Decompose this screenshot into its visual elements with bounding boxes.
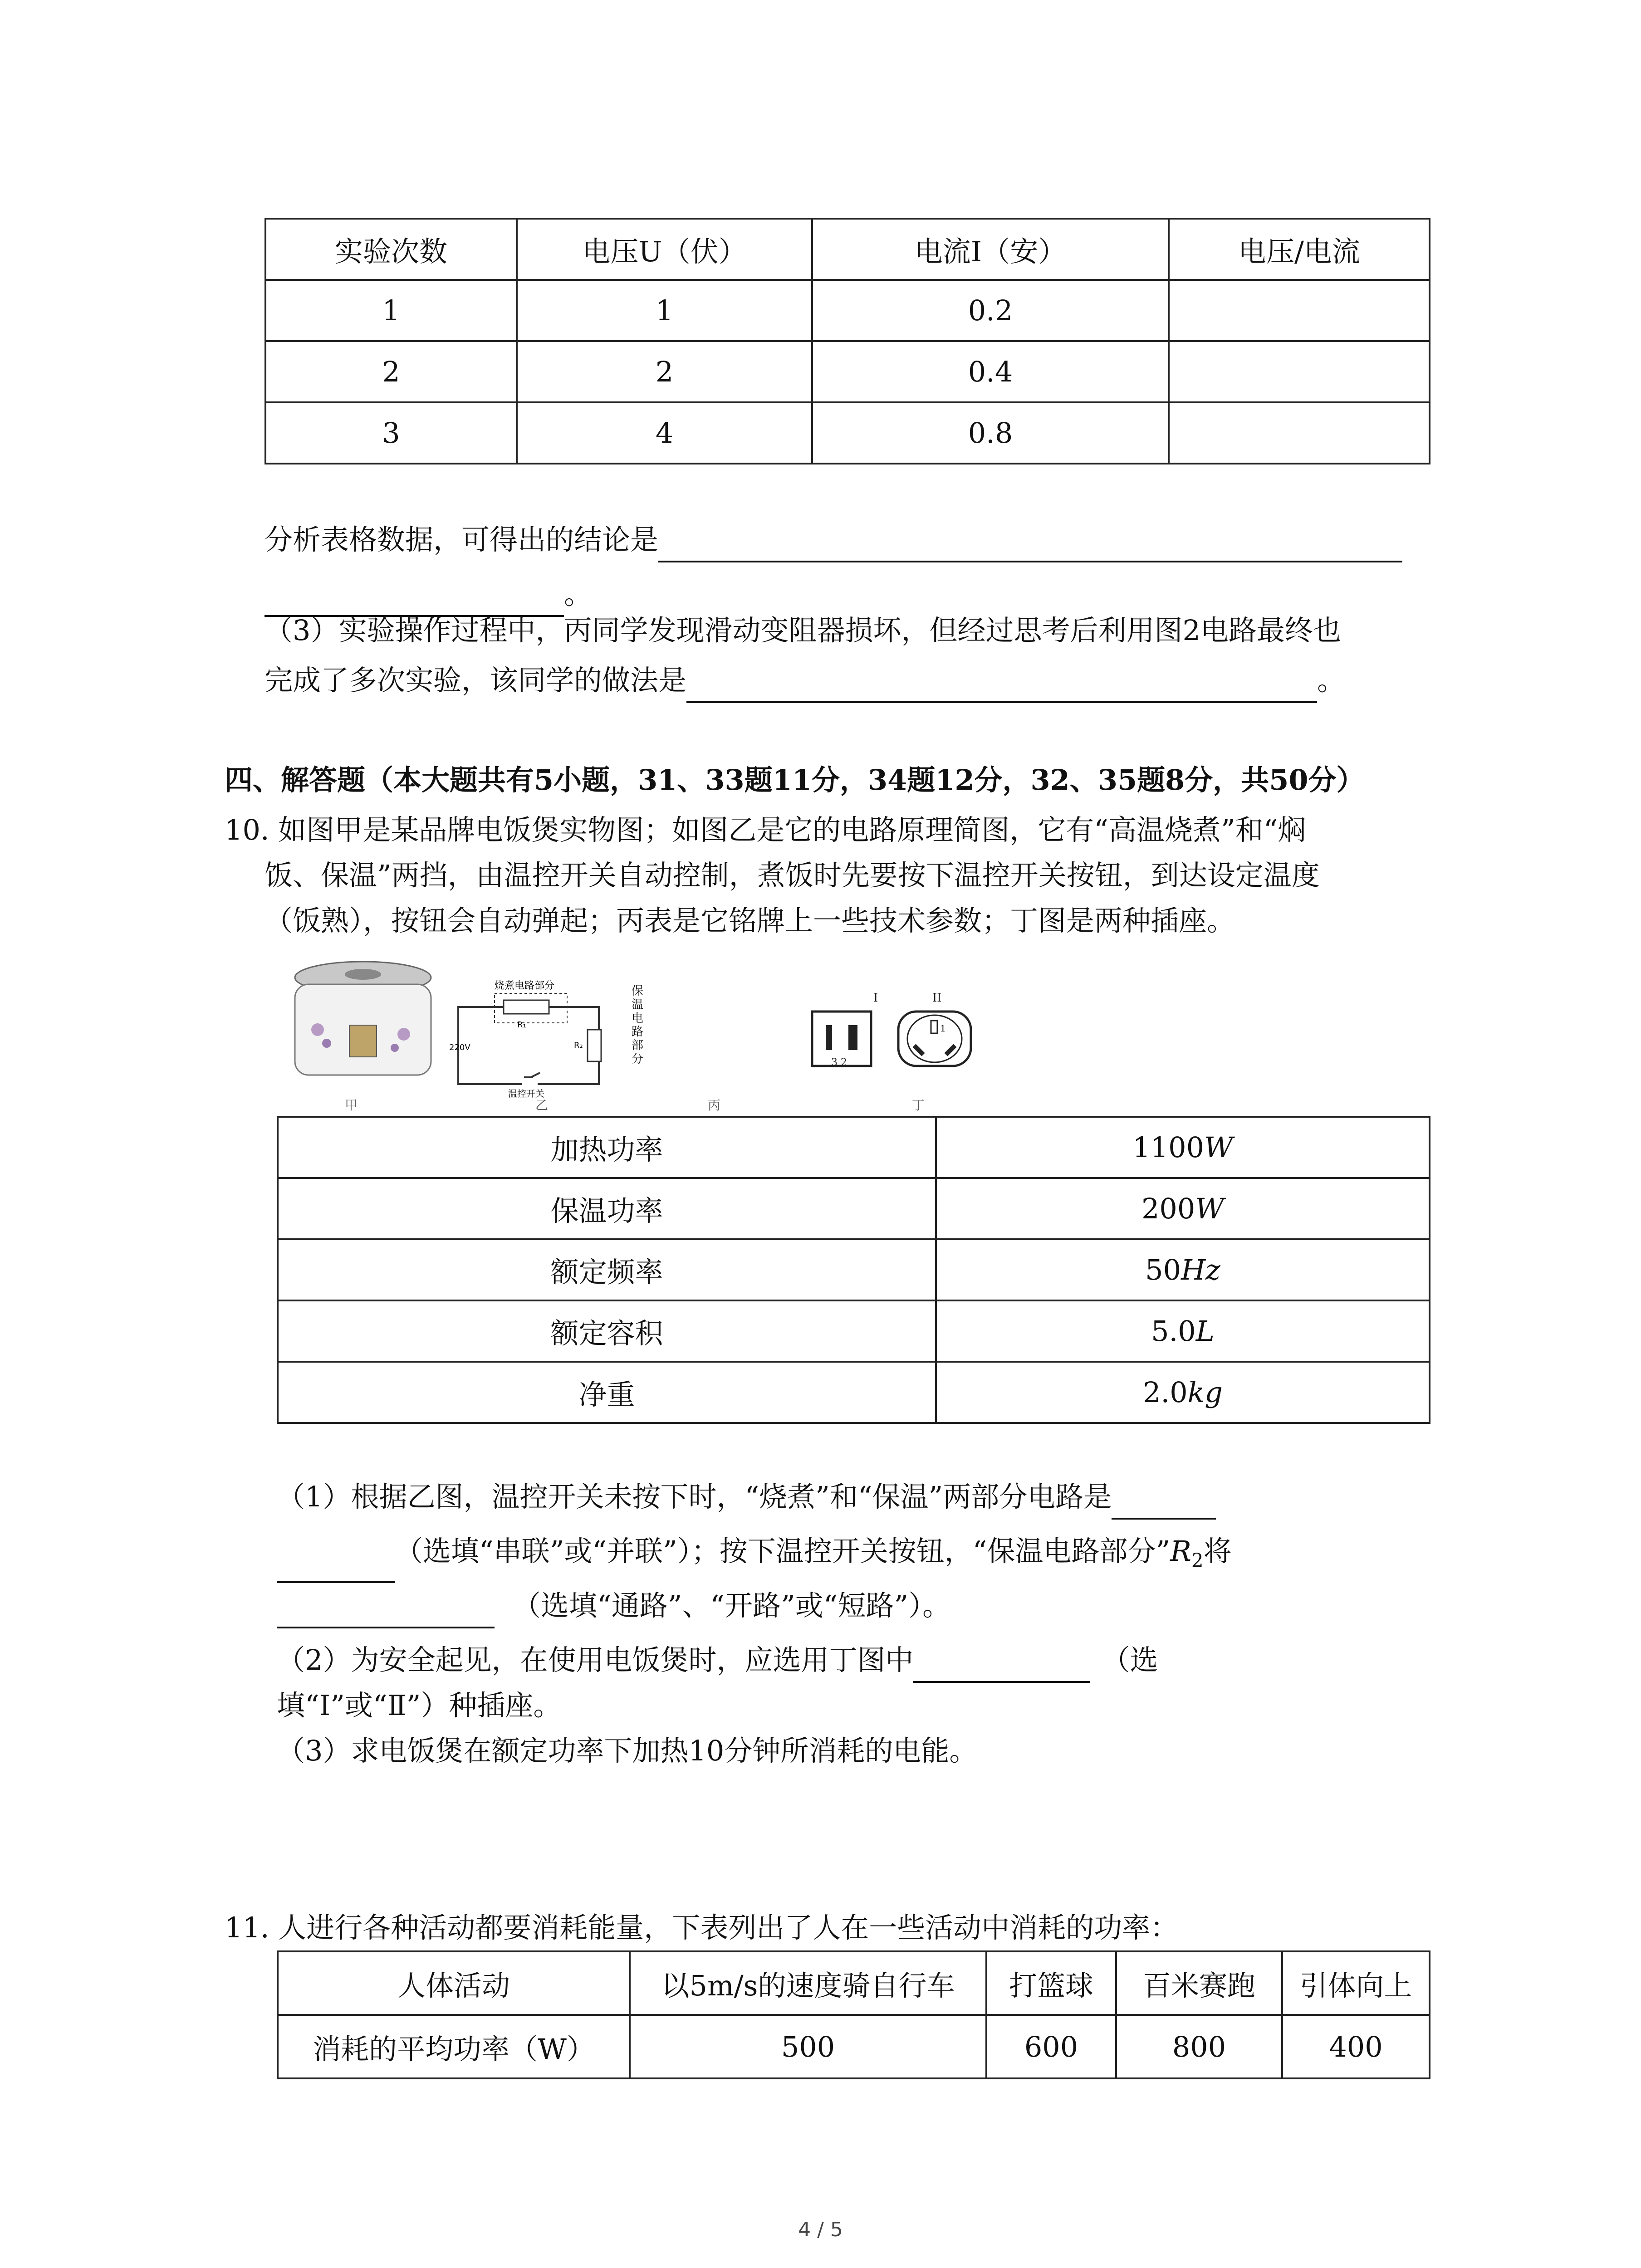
table-cell: 4 bbox=[517, 402, 812, 464]
table-header: 实验次数 bbox=[265, 219, 517, 280]
q9-part3-line2 bbox=[265, 658, 1345, 703]
switch-label: 温控开关 bbox=[508, 1088, 544, 1098]
activity-header-row bbox=[278, 1951, 1430, 2015]
q10-p2-line1 bbox=[277, 1637, 1158, 1683]
spec-value: 200W bbox=[936, 1178, 1430, 1239]
q10-p1-line2-text: （选填“串联”或“并联”）；按下温控开关按钮，“保温电路部分” bbox=[395, 1535, 1171, 1568]
period: 。 bbox=[564, 577, 593, 611]
spec-row bbox=[278, 1300, 1430, 1362]
spec-name: 额定频率 bbox=[278, 1239, 936, 1300]
activity-table bbox=[277, 1950, 1430, 2079]
answer-blank[interactable] bbox=[277, 1549, 395, 1583]
spec-name: 净重 bbox=[278, 1362, 936, 1423]
r2-sub: 2 bbox=[1191, 1549, 1204, 1572]
table-cell: 2 bbox=[517, 341, 812, 402]
activity-header: 打篮球 bbox=[986, 1951, 1116, 2015]
table-cell: 0.2 bbox=[812, 280, 1169, 341]
q10-line1: 10. 如图甲是某品牌电饭煲实物图；如图乙是它的电路原理简图，它有“高温烧煮”和“焖 bbox=[225, 813, 1306, 846]
spec-row bbox=[278, 1362, 1430, 1423]
activity-row bbox=[278, 2015, 1430, 2078]
spec-row bbox=[278, 1239, 1430, 1300]
spec-name: 保温功率 bbox=[278, 1178, 936, 1239]
answer-blank[interactable] bbox=[1112, 1486, 1216, 1520]
activity-header: 引体向上 bbox=[1282, 1951, 1430, 2015]
r2-var: R bbox=[1170, 1535, 1191, 1568]
circuit-top-label: 烧煮电路部分 bbox=[495, 980, 555, 992]
circuit-diagram bbox=[449, 975, 640, 1098]
socket-pins-label: 3 2 bbox=[831, 1057, 847, 1068]
figure-label-ding: 丁 bbox=[912, 1098, 925, 1113]
spec-row bbox=[278, 1178, 1430, 1239]
q10-p1-line2 bbox=[277, 1529, 1232, 1583]
activity-row-label: 消耗的平均功率（W） bbox=[278, 2015, 630, 2078]
table-row bbox=[265, 341, 1430, 402]
q10-p3: （3）求电饭煲在额定功率下加热10分钟所消耗的电能。 bbox=[277, 1734, 978, 1767]
spec-value: 5.0L bbox=[936, 1300, 1430, 1362]
table-cell: 1 bbox=[265, 280, 517, 341]
table-header-row bbox=[265, 219, 1430, 280]
q10-p2-line2: 填“Ⅰ”或“Ⅱ”）种插座。 bbox=[277, 1689, 562, 1722]
analysis-prefix: 分析表格数据，可得出的结论是 bbox=[265, 523, 659, 556]
q10-p1-line3-text: （选填“通路”、“开路”或“短路”）。 bbox=[513, 1589, 951, 1622]
socket-label-II: II bbox=[932, 991, 942, 1005]
q10-p1-line1 bbox=[277, 1474, 1216, 1520]
specs-table bbox=[277, 1116, 1430, 1424]
r2-label: R₂ bbox=[574, 1041, 583, 1050]
spec-value: 2.0kg bbox=[936, 1362, 1430, 1423]
spec-name: 额定容积 bbox=[278, 1300, 936, 1362]
q9-part3-prefix: 完成了多次实验，该同学的做法是 bbox=[265, 664, 687, 697]
spec-value: 50Hz bbox=[936, 1239, 1430, 1300]
q10-p1-line2-end: 将 bbox=[1203, 1535, 1232, 1568]
activity-header: 以5m/s的速度骑自行车 bbox=[630, 1951, 986, 2015]
table-cell: 0.8 bbox=[812, 402, 1169, 464]
table-row bbox=[265, 280, 1430, 341]
q10-p2-suffix: （选 bbox=[1102, 1643, 1158, 1677]
table-row bbox=[265, 402, 1430, 464]
r1-label: R₁ bbox=[517, 1020, 526, 1030]
table-header: 电流I（安） bbox=[812, 219, 1169, 280]
figure-label-jia: 甲 bbox=[345, 1098, 358, 1113]
q11-intro: 11. 人进行各种活动都要消耗能量，下表列出了人在一些活动中消耗的功率： bbox=[225, 1911, 1179, 1944]
table-cell: 0.4 bbox=[812, 341, 1169, 402]
table-cell: 2 bbox=[265, 341, 517, 402]
table-cell bbox=[1169, 402, 1430, 464]
period: 。 bbox=[1317, 664, 1346, 697]
activity-header: 百米赛跑 bbox=[1116, 1951, 1282, 2015]
rice-cooker-image bbox=[281, 957, 445, 1089]
analysis-line bbox=[265, 517, 1402, 562]
answer-blank[interactable] bbox=[277, 1595, 495, 1628]
q10-p1-text: （1）根据乙图，温控开关未按下时，“烧煮”和“保温”两部分电路是 bbox=[277, 1480, 1112, 1513]
table-cell bbox=[1169, 341, 1430, 402]
spec-name: 加热功率 bbox=[278, 1117, 936, 1178]
spec-row bbox=[278, 1117, 1430, 1178]
table-header: 电压/电流 bbox=[1169, 219, 1430, 280]
socket-ground-label: 1 bbox=[940, 1023, 946, 1034]
table-cell bbox=[1169, 280, 1430, 341]
socket-label-I: I bbox=[873, 991, 878, 1005]
q9-part3-line1: （3）实验操作过程中，丙同学发现滑动变阻器损坏，但经过思考后利用图2电路最终也 bbox=[265, 614, 1341, 647]
activity-value: 500 bbox=[630, 2015, 986, 2078]
figure-label-bing: 丙 bbox=[708, 1098, 721, 1113]
answer-blank[interactable] bbox=[658, 529, 1402, 562]
table-cell: 1 bbox=[517, 280, 812, 341]
page-number: 4 / 5 bbox=[798, 2218, 843, 2241]
activity-header: 人体活动 bbox=[278, 1951, 630, 2015]
q10-line3: （饭熟），按钮会自动弹起；丙表是它铭牌上一些技术参数；丁图是两种插座。 bbox=[265, 904, 1235, 937]
section-title: 四、解答题（本大题共有5小题，31、33题11分，34题12分，32、35题8分，共50分） bbox=[225, 763, 1365, 797]
figure-label-yi: 乙 bbox=[535, 1098, 549, 1113]
experiment-table bbox=[265, 218, 1430, 464]
table-header: 电压U（伏） bbox=[517, 219, 812, 280]
circuit-side-label: 保温电路部分 bbox=[632, 984, 644, 1066]
answer-blank[interactable] bbox=[686, 670, 1317, 703]
activity-value: 400 bbox=[1282, 2015, 1430, 2078]
answer-blank[interactable] bbox=[913, 1649, 1090, 1683]
voltage-label: 220V bbox=[449, 1043, 470, 1052]
q10-p2-prefix: （2）为安全起见，在使用电饭煲时，应选用丁图中 bbox=[277, 1643, 914, 1677]
table-cell: 3 bbox=[265, 402, 517, 464]
spec-value: 1100W bbox=[936, 1117, 1430, 1178]
q10-p1-line3 bbox=[277, 1583, 950, 1628]
q10-line2: 饭、保温”两挡，由温控开关自动控制，煮饭时先要按下温控开关按钮，到达设定温度 bbox=[265, 859, 1320, 892]
activity-value: 800 bbox=[1116, 2015, 1282, 2078]
activity-value: 600 bbox=[986, 2015, 1116, 2078]
